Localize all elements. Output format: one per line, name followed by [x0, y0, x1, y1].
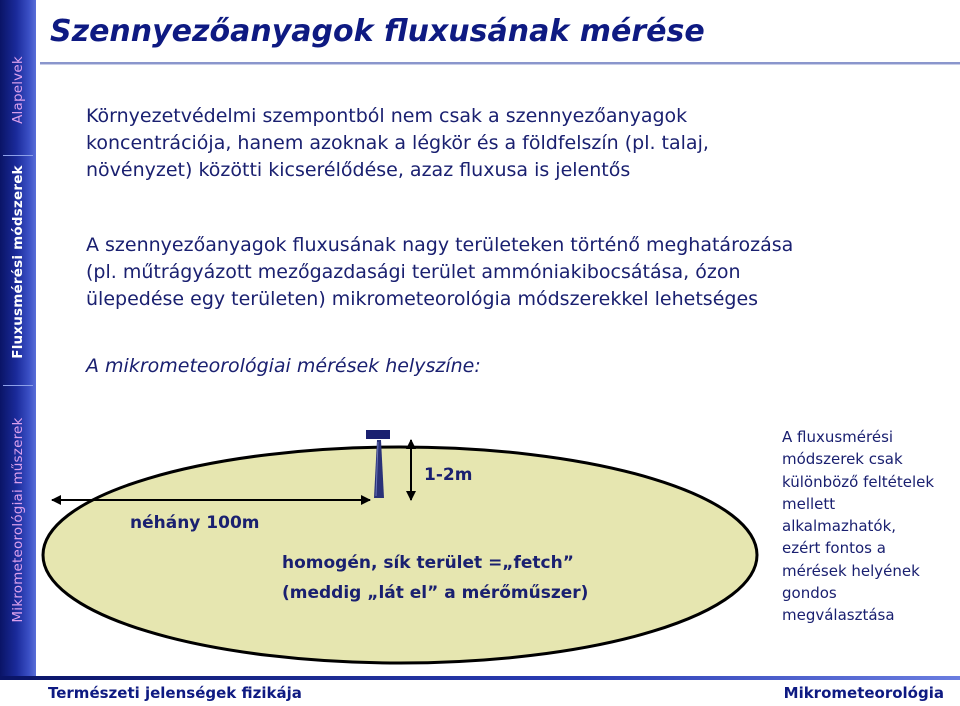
note-line: mellett — [782, 494, 836, 513]
slide-title: Szennyezőanyagok fluxusának mérése — [50, 14, 705, 49]
sidebar-label-mikrometeorologiai-muszerek[interactable]: Mikrometeorológiai műszerek — [10, 417, 26, 623]
footer-course-title: Természeti jelenségek fizikája — [48, 684, 302, 702]
footer-divider — [0, 676, 960, 680]
sidebar-label-fluxusmeresi-modszerek[interactable]: Fluxusmérési módszerek — [10, 165, 26, 359]
note-line: gondos — [782, 584, 837, 603]
note-line: alkalmazhatók, — [782, 517, 897, 536]
note-line: ezért fontos a — [782, 539, 886, 558]
paragraph-line: növényzet) közötti kicserélődése, azaz fluxusa is jelentős — [86, 159, 631, 181]
distance-label: néhány 100m — [130, 513, 260, 533]
note-line: megválasztása — [782, 606, 895, 625]
note-line: különböző feltételek — [782, 472, 935, 491]
height-label: 1-2m — [424, 465, 473, 485]
note-line: mérések helyének — [782, 561, 920, 580]
note-line: A fluxusmérési — [782, 428, 894, 446]
paragraph-line: koncentrációja, hanem azoknak a légkör és a földfelszín (pl. talaj, — [86, 132, 709, 154]
paragraph-line: Környezetvédelmi szempontból nem csak a szennyezőanyagok — [86, 105, 688, 127]
side-note — [782, 426, 934, 627]
paragraph-line: ülepedése egy területen) mikrometeorológia módszerekkel lehetséges — [86, 288, 759, 310]
paragraph-site-heading: A mikrometeorológiai mérések helyszíne: — [86, 355, 481, 377]
sidebar-label-alapelvek[interactable]: Alapelvek — [10, 56, 26, 124]
note-line: módszerek csak — [782, 450, 903, 469]
paragraph-line: A szennyezőanyagok fluxusának nagy területeken történő meghatározása — [86, 234, 794, 256]
footer-subject: Mikrometeorológia — [783, 684, 944, 702]
fetch-label: homogén, sík terület =„fetch” — [282, 553, 574, 573]
fetch-explanation-label: (meddig „lát el” a mérőműszer) — [282, 583, 589, 603]
paragraph-line: (pl. műtrágyázott mezőgazdasági terület ammóniakibocsátása, ózon — [86, 261, 741, 283]
sensor-head — [366, 430, 390, 439]
